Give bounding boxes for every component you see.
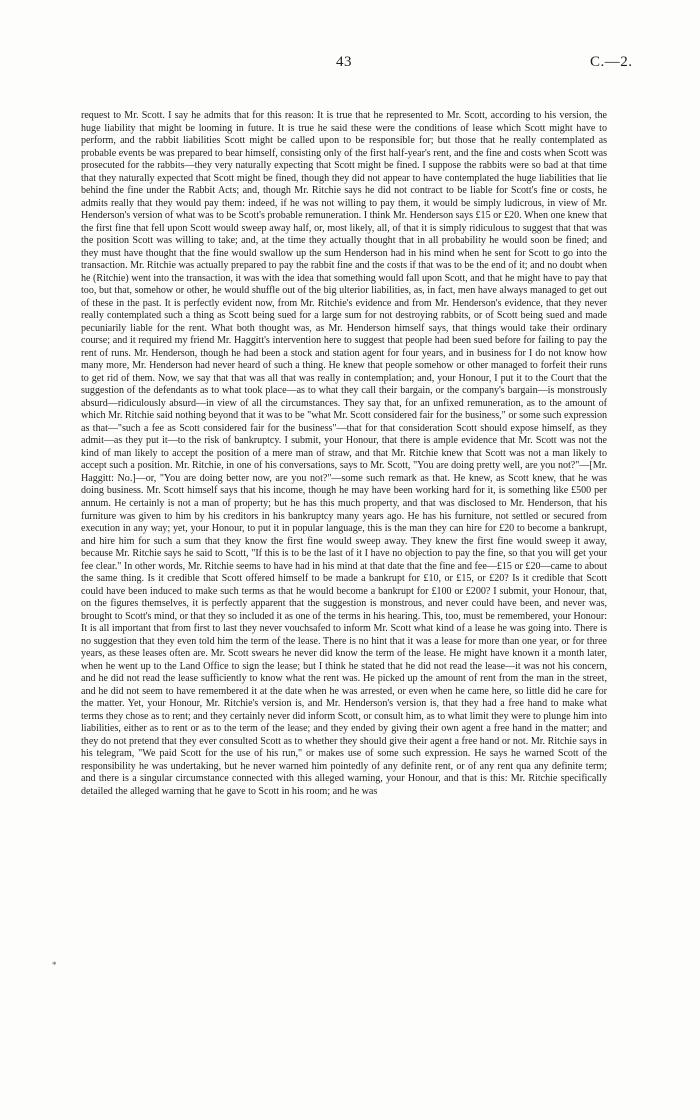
page-number: 43 — [336, 54, 352, 70]
body-paragraph: request to Mr. Scott. I say he admits that for this reason: It is true that he represented to Mr. Scott, according to his version, the huge liability that might be looming in future. It is true he said these were the conditions of lease which Scott might have to perform, and the rabbit liabilities Scott might be called upon to be responsible for; but those that he really contemplated as probable events be was prepared to bear himself, consisting only of the first half-year's rent, and the fine and costs when Scott was prosecuted for the rabbits—they very naturally expecting that Scott might be fined. I suppose the rabbits were so bad at that time that they naturally expected that Scott might be fined, though they did not appear to have contemplated the huge liabilities that lie behind the fine under the Rabbit Acts; and, though Mr. Ritchie says he did not contract to be liable for Scott's fine or costs, he admits really that they would pay them: indeed, if he was not willing to pay them, it would be simply ludicrous, in view of Mr. Henderson's version of what was to be Scott's probable remuneration. I think Mr. Henderson says £15 or £20. When one knew that the first fine that fell upon Scott would sweep away half, or, most likely, all, of that it is simply ridiculous to suggest that that was the position Scott was willing to take; and, at the time they actually thought that in all probability he would soon be fined; and they must have thought that the fine would swallow up the sum Henderson had in his mind when he sent for Scott to go into the transaction. Mr. Ritchie was actually prepared to pay the rabbit fine and the costs if that was to be the end of it; and no doubt when he (Ritchie) went into the transaction, it was with the idea that something would fall upon Scott, and that he might have to pay that too, but that, somehow or other, he would shuffle out of the big ulterior liabilities, as, in fact, men have always managed to get out of these in the past. It is perfectly evident now, from Mr. Ritchie's evidence and from Mr. Henderson's evidence, that they never really contemplated such a thing as Scott being sued for a large sum for not destroying rabbits, or of Scott being sued and made pecuniarily liable for the rent. What both thought was, as Mr. Henderson himself says, that things would take their ordinary course; and it required my friend Mr. Haggitt's intervention here to suggest that people had been sued before for failing to pay the rent of runs. Mr. Henderson, though he had been a stock and station agent for four years, and in business for I do not know how many more, Mr. Henderson had never heard of such a thing. He knew that people somehow or other managed to forfeit their runs to get rid of them. Now, we say that that was all that was really in contemplation; and, your Honour, I put it to the Court that the suggestion of the defendants as to what took place—as to what they call their bargain, or the company's bargain—is monstrously absurd—ridiculously absurd—in view of all the circumstances. They say that, for an unfixed remuneration, as to the amount of which Mr. Ritchie said nothing beyond that it was to be "what Mr. Scott considered fair for the business," or some such expression as that—"such a fee as Scott considered fair for the business"—that for that consideration Scott should expose himself, as they admit—as they put it—to the risk of bankruptcy. I submit, your Honour, that there is ample evidence that Mr. Scott was not the kind of man likely to accept the position of a mere man of straw, and that Mr. Ritchie knew that Scott was not a man likely to accept such a position. Mr. Ritchie, in one of his conversations, says to Mr. Scott, "You are doing pretty well, are you not?"—[Mr. Haggitt: No.]—or, "You are doing better now, are you not?"—some such remark as that. He knew, as Scott knew, that he was doing business. Mr. Scott himself says that his income, though he may have been working hard for it, is something like £500 per annum. He certainly is not a man of property; but he has this much property, and that was disclosed to Mr. Henderson, that his furniture was given to him by his creditors in his bankruptcy many years ago. He has his furniture, not settled or secured from execution in any way; yet, your Honour, to put it in popular language, this is the man they can hire for £20 to become a bankrupt, and hire him for such a sum that they know the first fine would sweep away. They knew the first fine would sweep it away, because Mr. Ritchie says he said to Scott, "If this is to be the last of it I have no objection to pay the fine, so that you will get your fee clear." In other words, Mr. Ritchie seems to have had in his mind at that date that the fine and fee—£15 or £20—came to about the same thing. Is it credible that Scott offered himself to be made a bankrupt for £10, or £15, or £20? Is it credible that Scott could have been induced to make such terms as that he would become a bankrupt for £100 or £200? I submit, your Honour, that, on the figures themselves, it is perfectly apparent that the suggestion is monstrous, and never could have been, and never was, brought to Scott's mind, or that they so included it as one of the terms in his hearing. This, too, must be remembered, your Honour: It is all important that from first to last they never vouchsafed to inform Mr. Scott what kind of a lease he was going into. There is no suggestion that they even told him the term of the lease. There is no hint that it was a lease for more than one year, or for three years, as these leases often are. Mr. Scott swears he never did know the term of the lease. He might have known it a month later, when he went up to the Land Office to sign the lease; but I think he stated that he did not read the lease—it was not his concern, and he did not read the lease sufficiently to know what the rent was. He picked up the amount of rent from the man in the street, and he did not seem to have remembered it at the date when he was arrested, or even when he came here, so little did he care for the matter. Yet, your Honour, Mr. Ritchie's version is, and Mr. Henderson's version is, that they had a free hand to make what terms they chose as to rent; and they certainly never did inform Scott, or consult him, as to what limit they were to plunge him into liabilities, either as to rent or as to the term of the lease; and they ended by giving their own agent a free hand in the matter; and they do not pretend that they ever consulted Scott as to whether they should give their agent a free hand or not. Mr. Ritchie says in his telegram, "We paid Scott for the use of his run," or makes use of some such expression. He says he warned Scott of the responsibility he was undertaking, but he never warned him pointedly of any definite rent, or of any rent qua any definite term; and there is a singular circumstance connected with this alleged warning, your Honour, and that is this: Mr. Ritchie specifically detailed the alleged warning that he gave to Scott in his room; and he was — [81, 110, 607, 797]
margin-mark: * — [52, 960, 57, 970]
document-reference: C.—2. — [590, 54, 633, 70]
